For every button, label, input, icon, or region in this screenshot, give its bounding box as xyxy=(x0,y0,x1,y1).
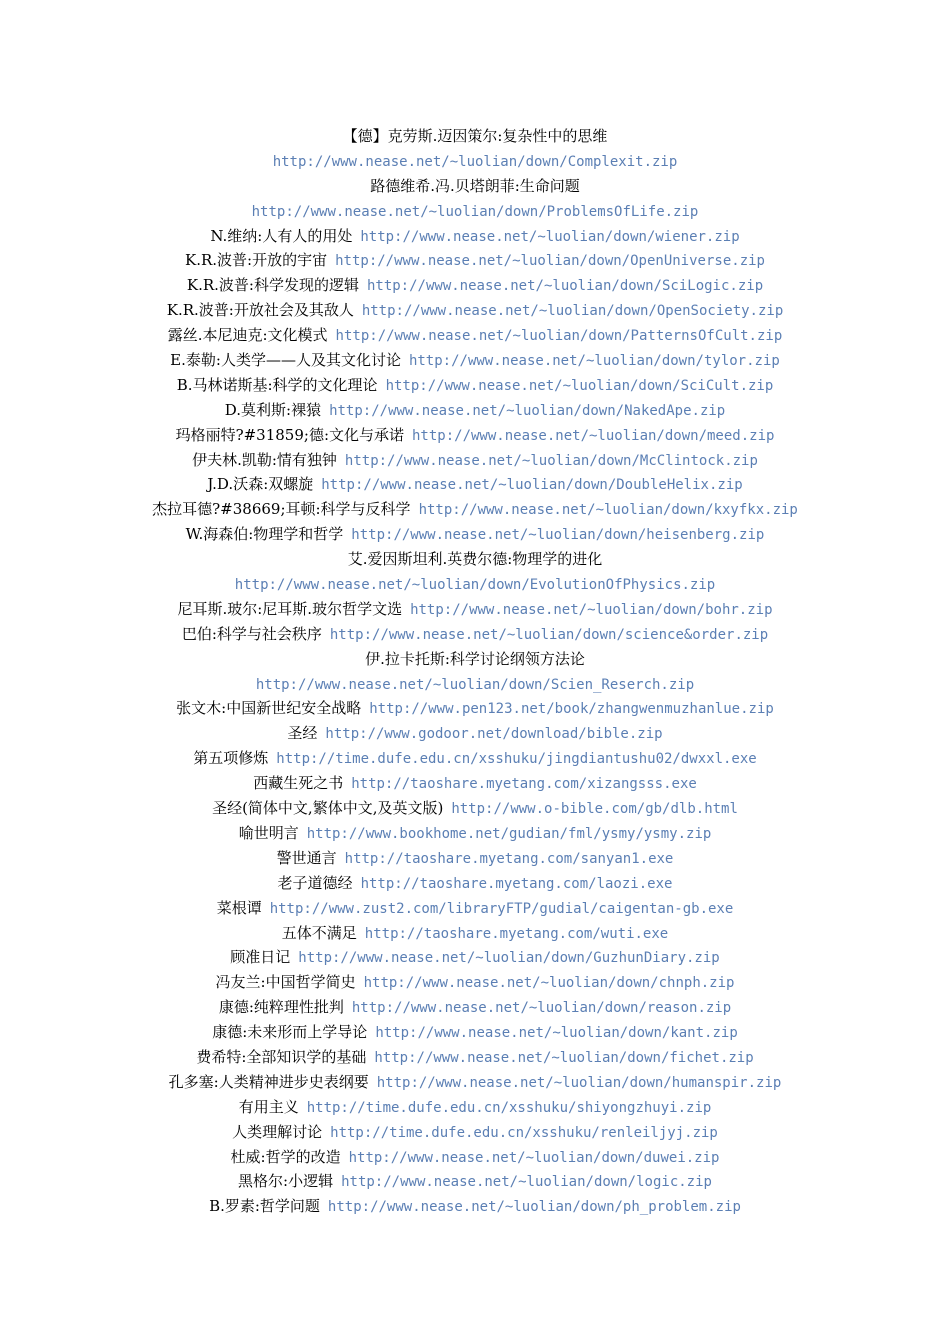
entry-line xyxy=(0,398,950,423)
entry-title: 露丝.本尼迪克:文化模式 xyxy=(167,326,328,345)
entry-line xyxy=(0,273,950,298)
entry-title: J.D.沃森:双螺旋 xyxy=(207,475,314,494)
entry-title: B.马林诺斯基:科学的文化理论 xyxy=(176,375,378,394)
entry-title: E.泰勒:人类学——人及其文化讨论 xyxy=(170,351,401,370)
entry-title: K.R.波普:开放的宇宙 xyxy=(185,251,328,270)
entry-title: 圣经(简体中文,繁体中文,及英文版) xyxy=(212,799,444,818)
entry-line xyxy=(0,373,950,398)
entry-line xyxy=(0,696,950,721)
entry-title: 伊夫林.凯勒:情有独钟 xyxy=(192,450,337,469)
entry-download-link[interactable]: http://www.nease.net/~luolian/down/GuzhunDiary.zip xyxy=(298,950,720,967)
entry-line xyxy=(0,821,950,846)
entry-download-link[interactable]: http://taoshare.myetang.com/sanyan1.exe xyxy=(344,850,674,867)
entry-title: 康德:纯粹理性批判 xyxy=(218,998,344,1017)
entry-download-link[interactable]: http://www.nease.net/~luolian/down/science&order.zip xyxy=(329,626,769,643)
entry-title: 艾.爱因斯坦利.英费尔德:物理学的进化 xyxy=(347,550,603,569)
entry-title: 西藏生死之书 xyxy=(253,774,344,793)
entry-title: 尼耳斯.玻尔:尼耳斯.玻尔哲学文选 xyxy=(177,599,403,618)
entry-line xyxy=(0,1095,950,1120)
entry-download-link[interactable]: http://www.nease.net/~luolian/down/tylor.zip xyxy=(408,353,780,370)
entry-download-link[interactable]: http://www.godoor.net/download/bible.zip xyxy=(325,726,663,743)
entry-title: D.莫利斯:裸猿 xyxy=(224,400,322,419)
entry-line xyxy=(0,896,950,921)
entry-download-link[interactable]: http://www.nease.net/~luolian/down/ProblemsOfLife.zip xyxy=(251,203,699,220)
entry-download-link[interactable]: http://www.nease.net/~luolian/down/Scien_Reserch.zip xyxy=(255,676,695,693)
entry-title: 五体不满足 xyxy=(281,923,357,942)
entry-title: 康德:未来形而上学导论 xyxy=(212,1023,368,1042)
entry-download-link[interactable]: http://time.dufe.edu.cn/xsshuku/jingdiantushu02/dwxxl.exe xyxy=(276,751,757,768)
entry-title: 人类理解讨论 xyxy=(232,1122,323,1141)
entry-line xyxy=(0,1120,950,1145)
entry-title: 第五项修炼 xyxy=(193,749,269,768)
entry-title: K.R.波普:开放社会及其敌人 xyxy=(166,301,354,320)
entry-title: 费希特:全部知识学的基础 xyxy=(196,1047,367,1066)
entry-title: 张文木:中国新世纪安全战略 xyxy=(176,699,362,718)
entry-download-link[interactable]: http://www.nease.net/~luolian/down/kxyfkx.zip xyxy=(418,502,798,519)
entry-title-line xyxy=(0,174,950,199)
entry-line xyxy=(0,448,950,473)
entry-download-link[interactable]: http://time.dufe.edu.cn/xsshuku/shiyongzhuyi.zip xyxy=(306,1099,712,1116)
entry-download-link[interactable]: http://www.nease.net/~luolian/down/chnph.zip xyxy=(363,975,735,992)
entry-download-link[interactable]: http://www.nease.net/~luolian/down/Complexit.zip xyxy=(272,153,678,170)
entry-line xyxy=(0,746,950,771)
entry-download-link[interactable]: http://www.nease.net/~luolian/down/humanspir.zip xyxy=(376,1074,782,1091)
entry-download-link[interactable]: http://www.nease.net/~luolian/down/SciLogic.zip xyxy=(366,278,764,295)
entry-download-link[interactable]: http://www.nease.net/~luolian/down/reason.zip xyxy=(351,1000,732,1017)
entry-download-link[interactable]: http://www.nease.net/~luolian/down/duwei.zip xyxy=(348,1149,720,1166)
entry-title: 玛格丽特?#31859;德:文化与承诺 xyxy=(175,425,404,444)
entry-title: 有用主义 xyxy=(238,1097,299,1116)
entry-line xyxy=(0,871,950,896)
entry-title: 圣经 xyxy=(287,724,318,743)
entry-line xyxy=(0,771,950,796)
entry-line xyxy=(0,298,950,323)
entry-line xyxy=(0,622,950,647)
entry-download-link[interactable]: http://www.nease.net/~luolian/down/DoubleHelix.zip xyxy=(321,477,743,494)
entry-title: 杜威:哲学的改造 xyxy=(230,1147,341,1166)
entry-title: 警世通言 xyxy=(276,848,337,867)
entry-title: 菜根谭 xyxy=(216,898,262,917)
entry-link-line xyxy=(0,572,950,597)
entry-download-link[interactable]: http://taoshare.myetang.com/wuti.exe xyxy=(364,925,669,942)
entry-line xyxy=(0,1045,950,1070)
entry-line xyxy=(0,1169,950,1194)
entry-title-line xyxy=(0,124,950,149)
entry-download-link[interactable]: http://www.o-bible.com/gb/dlb.html xyxy=(451,801,738,818)
entry-line xyxy=(0,497,950,522)
entry-title: N.维纳:人有人的用处 xyxy=(210,226,353,245)
entry-line xyxy=(0,423,950,448)
entry-download-link[interactable]: http://www.nease.net/~luolian/down/SciCult.zip xyxy=(385,377,774,394)
entry-title: 路德维希.冯.贝塔朗菲:生命问题 xyxy=(370,176,580,195)
entry-download-link[interactable]: http://www.nease.net/~luolian/down/bohr.zip xyxy=(410,601,773,618)
entry-line xyxy=(0,472,950,497)
entry-title: 老子道德经 xyxy=(277,873,353,892)
entry-line xyxy=(0,1020,950,1045)
entry-title: B.罗素:哲学问题 xyxy=(209,1197,320,1216)
entry-title: W.海森伯:物理学和哲学 xyxy=(185,525,344,544)
entry-title: 喻世明言 xyxy=(238,823,299,842)
entry-download-link[interactable]: http://www.nease.net/~luolian/down/PatternsOfCult.zip xyxy=(335,328,783,345)
entry-title-line xyxy=(0,547,950,572)
entry-line xyxy=(0,323,950,348)
entry-line xyxy=(0,970,950,995)
entry-download-link[interactable]: http://taoshare.myetang.com/xizangsss.exe xyxy=(351,776,697,793)
entry-link-line xyxy=(0,149,950,174)
entry-line xyxy=(0,522,950,547)
entry-download-link[interactable]: http://time.dufe.edu.cn/xsshuku/renleiljyj.zip xyxy=(330,1124,718,1141)
entry-line xyxy=(0,995,950,1020)
entry-download-link[interactable]: http://www.nease.net/~luolian/down/McClintock.zip xyxy=(344,452,758,469)
entry-title: 冯友兰:中国哲学简史 xyxy=(215,973,356,992)
entry-line xyxy=(0,846,950,871)
entry-line xyxy=(0,921,950,946)
entry-line xyxy=(0,597,950,622)
entry-title: 黑格尔:小逻辑 xyxy=(238,1172,334,1191)
entry-download-link[interactable]: http://www.nease.net/~luolian/down/wiener.zip xyxy=(360,228,740,245)
entry-title: 杰拉耳德?#38669;耳顿:科学与反科学 xyxy=(152,500,411,519)
entry-line xyxy=(0,1070,950,1095)
entry-line xyxy=(0,796,950,821)
entry-line xyxy=(0,721,950,746)
entry-line xyxy=(0,248,950,273)
entry-line xyxy=(0,224,950,249)
entry-download-link[interactable]: http://www.zust2.com/libraryFTP/gudial/caigentan-gb.exe xyxy=(269,900,734,917)
entry-download-link[interactable]: http://www.nease.net/~luolian/down/kant.zip xyxy=(375,1025,738,1042)
entry-download-link[interactable]: http://www.nease.net/~luolian/down/OpenUniverse.zip xyxy=(335,253,765,270)
entry-title: 孔多塞:人类精神进步史表纲要 xyxy=(168,1072,369,1091)
entry-title: 伊.拉卡托斯:科学讨论纲领方法论 xyxy=(365,649,585,668)
entry-title: K.R.波普:科学发现的逻辑 xyxy=(186,276,359,295)
entry-download-link[interactable]: http://www.nease.net/~luolian/down/NakedApe.zip xyxy=(329,402,726,419)
entry-title-line xyxy=(0,647,950,672)
entry-download-link[interactable]: http://www.pen123.net/book/zhangwenmuzhanlue.zip xyxy=(369,701,774,718)
entry-line xyxy=(0,945,950,970)
book-link-list xyxy=(0,124,950,1219)
entry-download-link[interactable]: http://www.nease.net/~luolian/down/meed.zip xyxy=(412,427,775,444)
entry-download-link[interactable]: http://www.nease.net/~luolian/down/heisenberg.zip xyxy=(351,527,765,544)
entry-download-link[interactable]: http://www.nease.net/~luolian/down/EvolutionOfPhysics.zip xyxy=(234,577,716,594)
entry-download-link[interactable]: http://www.nease.net/~luolian/down/OpenSociety.zip xyxy=(361,303,784,320)
entry-line xyxy=(0,1145,950,1170)
entry-link-line xyxy=(0,199,950,224)
entry-download-link[interactable]: http://www.nease.net/~luolian/down/ph_problem.zip xyxy=(327,1199,741,1216)
entry-title: 顾准日记 xyxy=(230,948,291,967)
entry-download-link[interactable]: http://taoshare.myetang.com/laozi.exe xyxy=(360,875,673,892)
entry-title: 【德】克劳斯.迈因策尔:复杂性中的思维 xyxy=(342,127,608,145)
entry-download-link[interactable]: http://www.bookhome.net/gudian/fml/ysmy/ysmy.zip xyxy=(306,825,712,842)
entry-line xyxy=(0,1194,950,1219)
entry-title: 巴伯:科学与社会秩序 xyxy=(181,624,322,643)
entry-download-link[interactable]: http://www.nease.net/~luolian/down/logic.zip xyxy=(341,1174,712,1191)
entry-link-line xyxy=(0,672,950,697)
entry-line xyxy=(0,348,950,373)
entry-download-link[interactable]: http://www.nease.net/~luolian/down/fichet.zip xyxy=(374,1049,754,1066)
